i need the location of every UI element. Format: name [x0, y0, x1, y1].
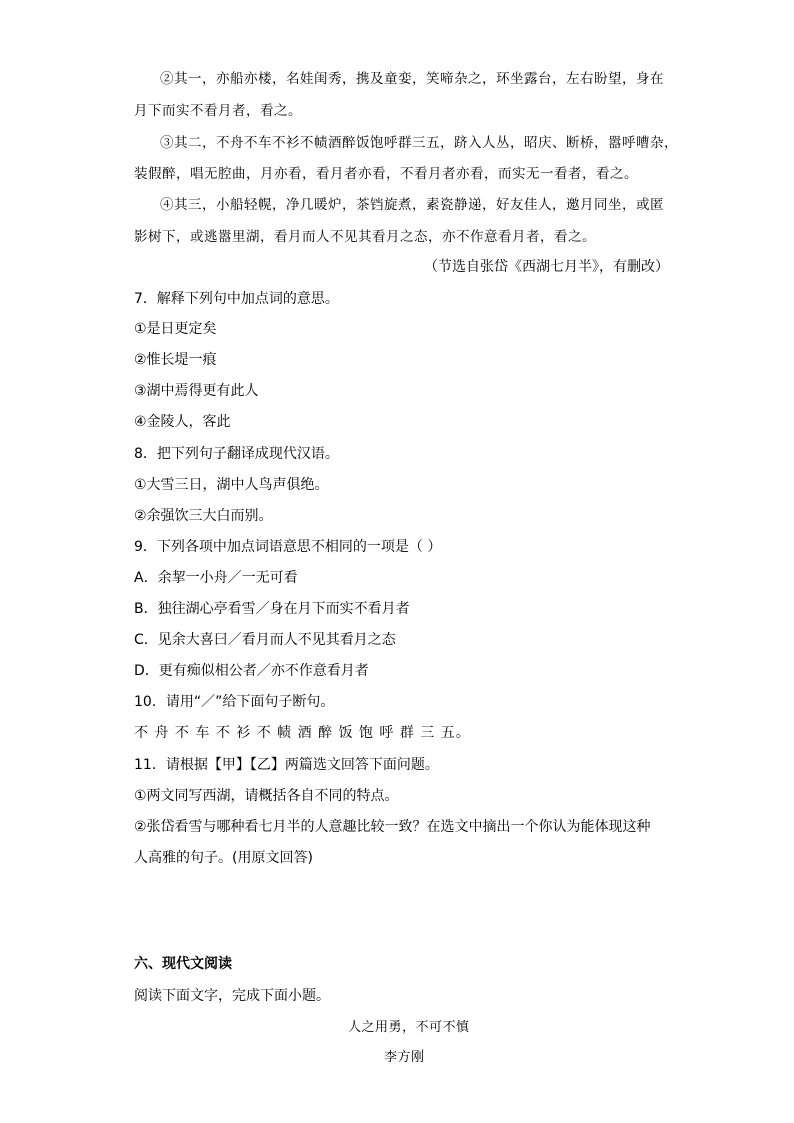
passage-paragraph-4-line-1: ④其三，小船轻幌，净几暖炉，茶铛旋煮，素瓷静递，好友佳人，邀月同坐，或匿	[160, 197, 664, 213]
question-7-item-4: ④金陵人，客此	[134, 414, 231, 430]
passage-paragraph-2-line-2: 月下而实不看月者，看之。	[134, 103, 302, 119]
passage-paragraph-3-line-1: ③其二，不舟不车不衫不帻酒醉饭饱呼群三五，跻入人丛，昭庆、断桥，嚣呼嘈杂，	[160, 135, 678, 151]
question-9-option-a: A．余挈一小舟／一无可看	[134, 570, 298, 586]
question-11-item-2-line-1: ②张岱看雪与哪种看七月半的人意趣比较一致？在选文中摘出一个你认为能体现这种	[134, 819, 651, 835]
article-author: 李方刚	[384, 1050, 425, 1065]
question-9: 9．下列各项中加点词语意思不相同的一项是（ ）	[134, 539, 442, 555]
question-7: 7．解释下列句中加点词的意思。	[134, 291, 339, 307]
question-9-option-d: D．更有痴似相公者／亦不作意看月者	[134, 663, 369, 679]
question-11: 11．请根据【甲】【乙】两篇选文回答下面问题。	[134, 757, 439, 773]
question-7-item-2: ②惟长堤一痕	[134, 352, 217, 368]
section-6-heading: 六、现代文阅读	[134, 956, 232, 972]
question-10: 10．请用“／”给下面句子断句。	[134, 694, 335, 710]
passage-paragraph-2-line-1: ②其一，亦船亦楼，名娃闺秀，携及童娈，笑啼杂之，环坐露台，左右盼望，身在	[160, 71, 664, 87]
question-10-sentence: 不 舟 不 车 不 衫 不 帻 酒 醉 饭 饱 呼 群 三 五。	[134, 725, 471, 741]
question-9-option-b: B．独往湖心亭看雪／身在月下而实不看月者	[134, 601, 410, 617]
article-title: 人之用勇，不可不慎	[348, 1020, 470, 1035]
question-11-item-2-line-2: 人高雅的句子。(用原文回答)	[134, 850, 313, 866]
question-8-item-1: ①大雪三日，湖中人鸟声俱绝。	[134, 477, 329, 493]
question-7-item-3: ③湖中焉得更有此人	[134, 383, 259, 399]
question-9-option-c: C．见余大喜曰／看月而人不见其看月之态	[134, 632, 396, 648]
question-8: 8．把下列句子翻译成现代汉语。	[134, 446, 339, 462]
passage-paragraph-3-line-2: 装假醉，唱无腔曲，月亦看，看月者亦看，不看月者亦看，而实无一看者，看之。	[134, 166, 638, 182]
passage-source: （节选自张岱《西湖七月半》，有删改）	[424, 259, 669, 275]
section-6-instruction: 阅读下面文字，完成下面小题。	[134, 988, 330, 1004]
question-11-item-1: ①两文同写西湖，请概括各自不同的特点。	[134, 788, 399, 804]
passage-paragraph-4-line-2: 影树下，或逃嚣里湖，看月而人不见其看月之态，亦不作意看月者，看之。	[134, 229, 596, 245]
question-8-item-2: ②余强饮三大白而别。	[134, 508, 273, 524]
question-7-item-1: ①是日更定矣	[134, 321, 217, 337]
